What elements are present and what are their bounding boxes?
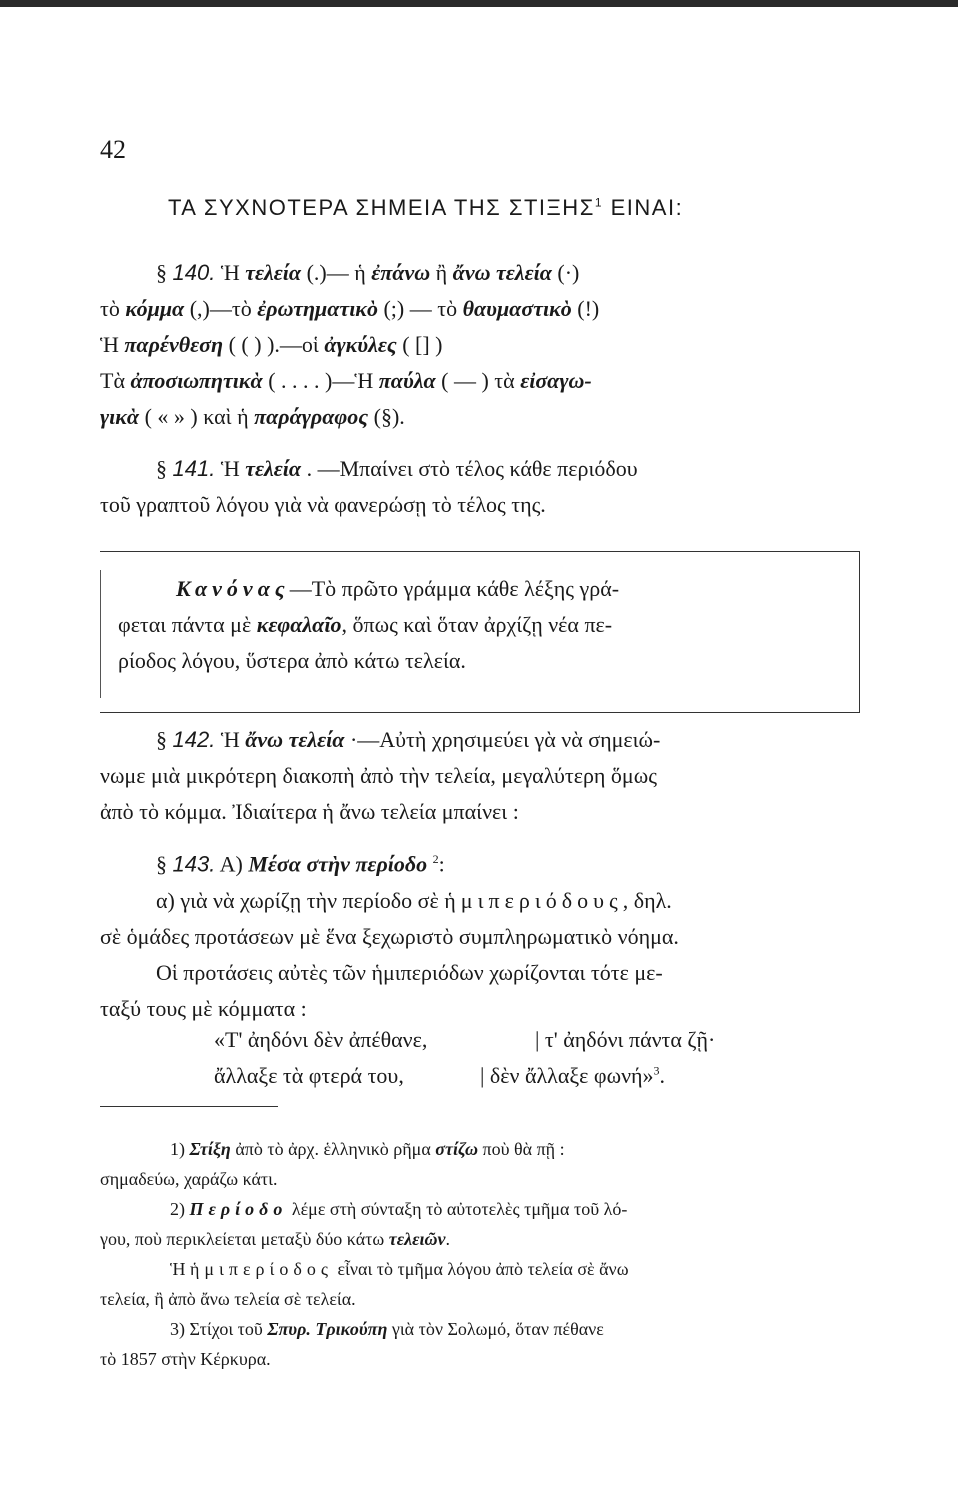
footnote-1-line2: σημαδεύω, χαράζω κάτι. <box>100 1169 278 1189</box>
verse-line2b: | δὲν ἄλλαξε φωνή»$^3$. <box>480 1063 666 1088</box>
para-143-a-line4: ταξύ τους μὲ κόμματα : <box>100 996 307 1021</box>
para-142-line1: § 142. Ἡ ἄνω τελεία ·—Αὐτὴ χρησιμεύει γὰ νὰ σημειώ- <box>156 727 661 752</box>
verse-line2a: ἄλλαξε τὰ φτερά του, <box>214 1063 404 1088</box>
para-140-line2: τὸ κόμμα (,)—τὸ ἐρωτηματικὸ (;) — τὸ θαυμαστικὸ (!) <box>100 296 600 321</box>
verse-line1a: «Τ' ἀηδόνι δὲν ἀπέθανε, <box>214 1027 428 1052</box>
rule-line2: φεται πάντα μὲ κεφαλαῖο, ὅπως καὶ ὅταν ἀρχίζῃ νέα πε- <box>118 612 613 637</box>
footnote-1-line1: 1) Στίξη ἀπὸ τὸ ἀρχ. ἑλληνικὸ ρῆμα στίζω ποὺ θὰ πῇ : <box>170 1139 565 1159</box>
top-edge-line <box>0 0 958 7</box>
para-140-line1: § 140. Ἡ τελεία (.)— ἡ ἐπάνω ἢ ἄνω τελεία (·) <box>156 260 580 285</box>
para-143-a-line3: Οἱ προτάσεις αὐτὲς τῶν ἡμιπεριόδων χωρίζονται τότε με- <box>156 960 663 985</box>
para-140-line4: Τὰ ἀποσιωπητικὰ ( . . . . )—Ἡ παύλα ( — ) τὰ εἰσαγω- <box>100 368 592 393</box>
page-number: 42 <box>100 135 126 164</box>
para-140-line5: γικὰ ( « » ) καὶ ἡ παράγραφος (§). <box>100 404 405 429</box>
footnote-2-line4: τελεία, ἢ ἀπὸ ἄνω τελεία σὲ τελεία. <box>100 1289 356 1309</box>
para-142-line2: νωμε μιὰ μικρότερη διακοπὴ ἀπὸ τὴν τελεία, μεγαλύτερη ὅμως <box>100 763 657 788</box>
rule-line1: Κανόνας—Τὸ πρῶτο γράμμα κάθε λέξης γρά- <box>176 576 620 601</box>
footnote-2-line1: 2) Περίοδο λέμε στὴ σύνταξη τὸ αὐτοτελὲς τμῆμα τοῦ λό- <box>170 1199 628 1219</box>
footnote-2-line3: Ἡ ἡμιπερίοδος εἶναι τὸ τμῆμα λόγου ἀπὸ τελεία σὲ ἄνω <box>170 1259 629 1279</box>
footnote-rule <box>100 1106 278 1107</box>
para-142-line3: ἀπὸ τὸ κόμμα. Ἰδιαίτερα ἡ ἄνω τελεία μπαίνει : <box>100 799 519 824</box>
para-143-heading: § 143. Α) Μέσα στὴν περίοδο $^2$: <box>156 851 445 877</box>
footnote-3-line1: 3) Στίχοι τοῦ Σπυρ. Τρικούπη γιὰ τὸν Σολωμό, ὅταν πέθανε <box>170 1319 604 1339</box>
rule-line3: ρίοδος λόγου, ὕστερα ἀπὸ κάτω τελεία. <box>118 648 466 673</box>
verse-line1b: | τ' ἀηδόνι πάντα ζῇ· <box>535 1027 716 1052</box>
para-143-a-line2: σὲ ὁμάδες προτάσεων μὲ ἕνα ξεχωριστὸ συμπληρωματικὸ νόημα. <box>100 924 679 949</box>
para-143-a-line1: α) γιὰ νὰ χωρίζῃ τὴν περίοδο σὲ ἡμιπεριόδους, δηλ. <box>156 888 672 913</box>
para-140-line3: Ἡ παρένθεση ( ( ) ).—οἱ ἀγκύλες ( [] ) <box>100 332 443 357</box>
footnote-3-line2: τὸ 1857 στὴν Κέρκυρα. <box>100 1349 271 1369</box>
para-141-line2: τοῦ γραπτοῦ λόγου γιὰ νὰ φανερώσῃ τὸ τέλος της. <box>100 492 546 517</box>
section-heading: ΤΑ ΣΥΧΝΟΤΕΡΑ ΣΗΜΕΙΑ ΤΗΣ ΣΤΙΞΗΣ$^1$ ΕΙΝΑΙ: <box>168 195 684 220</box>
footnote-2-line2: γου, ποὺ περικλείεται μεταξὺ δύο κάτω τελειῶν. <box>100 1229 450 1249</box>
para-141-line1: § 141. Ἡ τελεία . —Μπαίνει στὸ τέλος κάθε περιόδου <box>156 456 638 481</box>
